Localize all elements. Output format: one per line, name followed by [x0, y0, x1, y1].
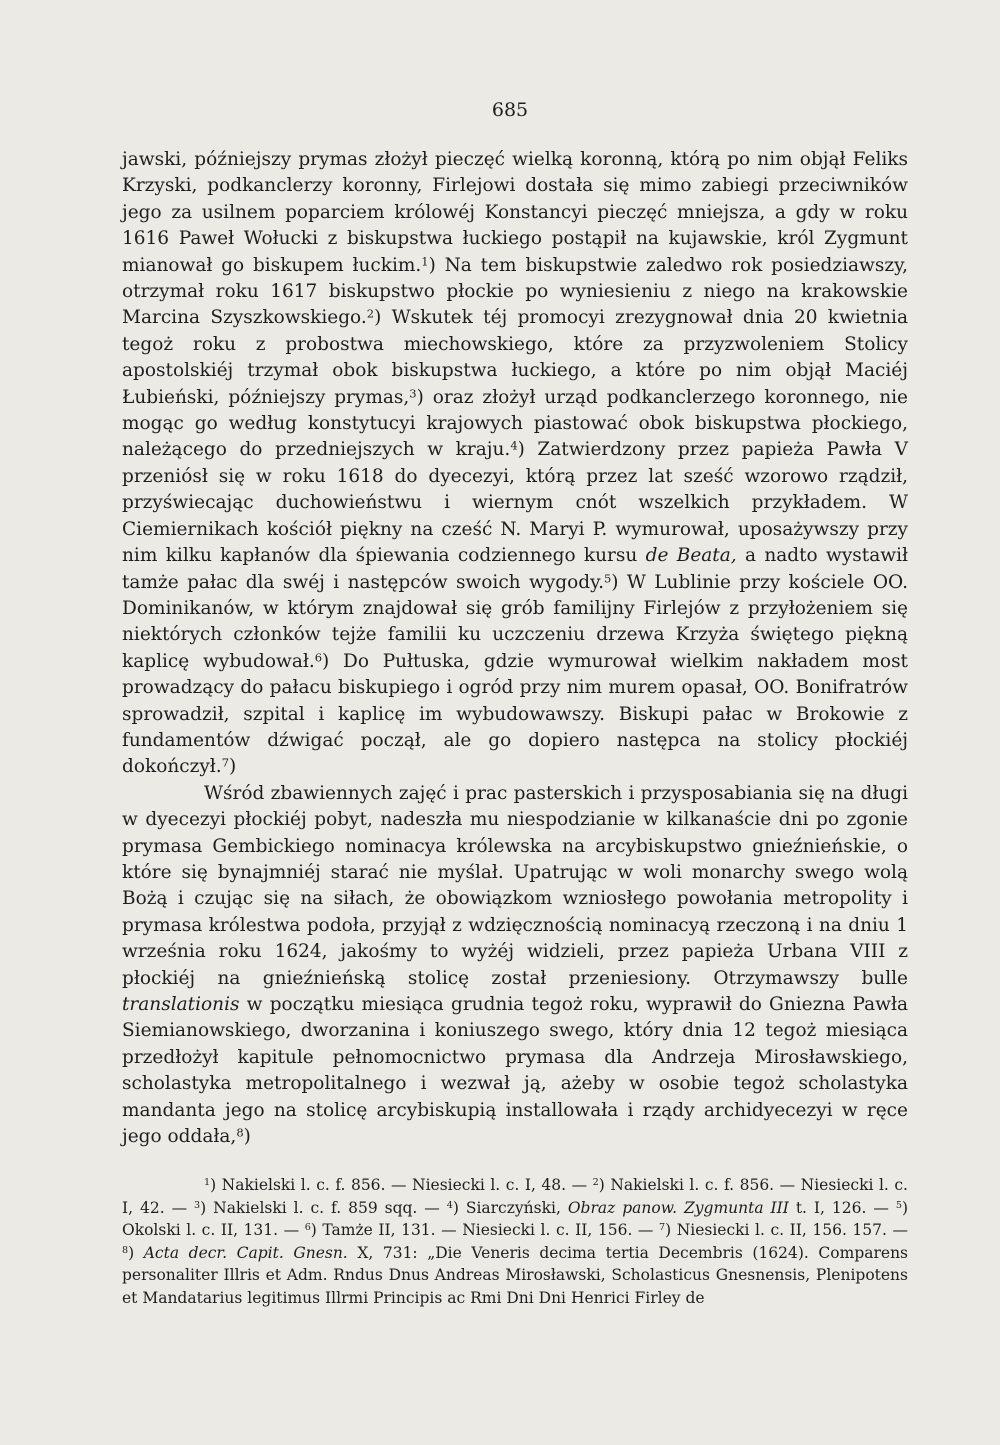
footnote-ref-7: 7	[221, 755, 229, 770]
footnote-marker-6: 6	[304, 1222, 311, 1234]
text-run: w początku miesiąca grudnia tegoż roku, wyprawił do Gniezna Pawła Siemianowskiego, dworzanina i koniuszego swego, który dnia 12 tegoż miesiąca przedłożył kapitule pełnomocnictwo prymasa dla Andrzeja Mirosławskiego, scholastyka metropolitalnego i wezwał ją, ażeby w osobie tegoż scholastyka mandanta jego na stolicę arcybiskupią installowała i rządy archidyecezyi w ręce jego oddała,	[122, 994, 908, 1148]
italic-phrase: de Beata,	[645, 545, 737, 567]
text-run: )	[228, 756, 237, 778]
footnote-ref-3: 3	[409, 385, 417, 400]
footnote-marker-2: 2	[592, 1177, 599, 1189]
text-run: ) Wskutek téj promocyi zrezygnował dnia 20 kwietnia tegoż roku z probostwa miechowskiego, które za przyzwoleniem Stolicy apostolskiéj trzymał obok biskupstwa łuckiego, a które po nim objął Maciéj Łubieński, późniejszy prymas,	[122, 307, 909, 408]
footnote-text: ) Nakielski l. c. f. 856. — Niesiecki l. c. I, 48. —	[210, 1176, 593, 1194]
footnote-text: X, 731: „Die Veneris decima tertia Decembris (1624). Comparens personaliter Illris et Adm. Rndus Dnus Andreas Mirosławski, Scholasticus Gnesnensis, Plenipotens et Mandatarius legitimus Illrmi Principis ac Rmi Dni Dni Henrici Firley de	[122, 1243, 909, 1307]
text-run: ) oraz złożył urząd podkanclerzego koronnego, nie mogąc go według konstytucyi krajowych piastować obok biskupstwa płockiego, należącego do przedniejszych w kraju.	[122, 386, 908, 461]
main-text	[122, 147, 908, 1150]
footnotes	[122, 1174, 908, 1309]
footnote-ref-1: 1	[421, 253, 429, 268]
footnote-marker-7: 7	[658, 1222, 666, 1234]
footnote-ref-8: 8	[236, 1125, 244, 1140]
footnote-text: t. I, 126. —	[788, 1198, 896, 1217]
page-number: 685	[491, 99, 529, 121]
footnote-text: ) Nakielski l. c. f. 856. — Niesiecki l. c. I, 42. —	[122, 1176, 908, 1217]
footnote-block	[122, 1174, 908, 1309]
text-run: a nadto wystawił tamże pałac dla swéj i następców swoich wygody.	[122, 545, 908, 593]
footnote-marker-8: 8	[122, 1244, 129, 1256]
footnote-ref-2: 2	[366, 306, 375, 321]
footnote-ref-5: 5	[603, 570, 612, 585]
text-run: ) Zatwierdzony przez papieża Pawła V przeniósł się w roku 1618 do dyecezyi, którą przez lat sześć wzorowo rządził, przyświecając duchowieństwu i wiernym cnót wszelkich przykładem. W Ciemiernikach kościół piękny na cześć N. Maryi P. wymurował, uposażywszy przy nim kilku kapłanów dla śpiewania codziennego kursu	[122, 439, 908, 567]
footnote-ref-6: 6	[314, 649, 323, 664]
footnote-text: ) Nakielski l. c. f. 859 sqq. —	[200, 1198, 447, 1217]
text-run: jawski, późniejszy prymas złożył pieczęć wielką koronną, którą po nim objął Feliks Krzyski, podkanclerzy koronny, Firlejowi dostała się mimo zabiegi przeciwników jego za usilnem poparciem królowéj Konstancyi pieczęć mniejsza, a gdy w roku 1616 Paweł Wołucki z biskupstwa łuckiego postąpił na kujawskie, król Zygmunt mianował go biskupem łuckim.	[122, 149, 908, 276]
footnote-text: )	[128, 1243, 144, 1262]
footnote-marker-4: 4	[446, 1199, 453, 1211]
italic-phrase: translationis	[122, 994, 240, 1015]
text-run: ) Do Pułtuska, gdzie wymurował wielkim nakładem most prowadzący do pałacu biskupiego i ogród przy nim murem opasał, OO. Bonifratrów sprowadził, szpital i kaplicę im wybudowawszy. Biskupi pałac w Brokowie z fundamentów dźwigać począł, ale go dopiero następca na stolicy płockiéj dokończył.	[122, 650, 908, 778]
text-run: )	[243, 1126, 251, 1148]
footnote-italic: Acta decr. Capit. Gnesn.	[143, 1243, 348, 1262]
footnote-ref-4: 4	[510, 438, 518, 453]
text-run: Wśród zbawiennych zajęć i prac pasterskich i przysposabiania się na długi w dyecezyi płockiéj pobyt, nadeszła mu niespodzianie w kilkanaście dni po zgonie prymasa Gembickiego nominacya królewska na arcybiskupstwo gnieźnieńskie, o które się bynajmniéj starać nie myślał. Upatrując w woli monarchy swego wolą Bożą i czując się na siłach, że obowiązkom wzniosłego powołania metropolity i prymasa królestwa podoła, przyjął z wdzięcznością nominacyą rzeczoną i na dniu 1 września roku 1624, jakośmy to wyżéj widzieli, przez papieża Urbana VIII z płockiéj na gnieźnieńską stolicę został przeniesiony. Otrzymawszy bulle	[122, 782, 908, 989]
text-run: ) Na tem biskupstwie zaledwo rok posiedziawszy, otrzymał roku 1617 biskupstwo płockie po wyniesieniu z niego na krakowskie Marcina Szyszkowskiego.	[122, 254, 909, 329]
footnote-text: ) Tamże II, 131. — Niesiecki l. c. II, 156. —	[310, 1221, 659, 1239]
footnote-text: ) Siarczyński,	[452, 1198, 568, 1217]
footnote-text: ) Niesiecki l. c. II, 156. 157. —	[665, 1221, 908, 1239]
footnote-marker-5: 5	[895, 1199, 902, 1211]
footnote-italic: Obraz panow. Zygmunta III	[567, 1198, 789, 1217]
paragraph-1	[122, 147, 908, 781]
footnote-text: ) Okolski l. c. II, 131. —	[122, 1198, 908, 1239]
footnote-marker-1: 1	[204, 1177, 211, 1189]
paragraph-2	[122, 781, 908, 1151]
text-run: ) W Lublinie przy kościele OO. Dominikanów, w którym znajdował się grób familijny Firlejów z przyłożeniem się niektórych członków tejże familii ku uczczeniu drzewa Krzyża świętego piękną kaplicę wybudował.	[122, 571, 908, 672]
footnote-marker-3: 3	[194, 1199, 201, 1211]
